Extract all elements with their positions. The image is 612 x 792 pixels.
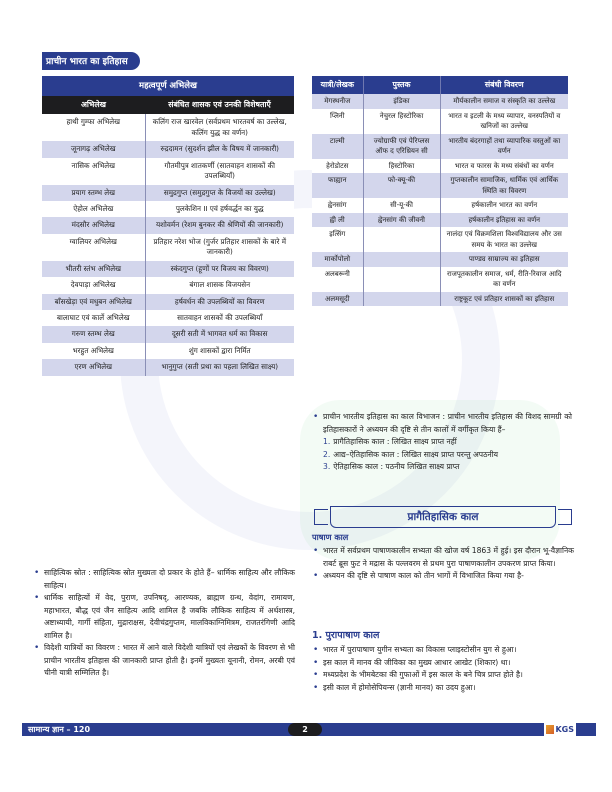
table-row xyxy=(42,359,294,375)
table-row xyxy=(312,173,568,198)
publisher-logo: KGS xyxy=(544,723,576,736)
section-banner xyxy=(314,506,572,528)
column-header: अभिलेख xyxy=(42,96,145,114)
table-cell: मौर्यकालीन समाज व संस्कृति का उल्लेख xyxy=(440,94,568,109)
inscriptions-table xyxy=(42,76,294,376)
table-row xyxy=(312,292,568,307)
table-cell: एरण अभिलेख xyxy=(42,359,145,375)
table-cell: सी-यू-की xyxy=(363,198,440,213)
table-cell: इंडिका xyxy=(363,94,440,109)
table-cell: प्रयाग स्तम्भ लेख xyxy=(42,185,145,201)
table-row xyxy=(312,159,568,174)
literary-sources-list xyxy=(33,567,295,680)
section-tab: प्राचीन भारत का इतिहास xyxy=(42,52,140,70)
banner-ornament-icon xyxy=(314,509,328,525)
table-cell: भारत व फारस के मध्य संबंधों का वर्णन xyxy=(440,159,568,174)
table-row xyxy=(42,114,294,141)
table-cell: नेचुरल हिस्टोरिका xyxy=(363,109,440,134)
list-item: • प्राचीन भारतीय इतिहास का काल विभाजन : प्राचीन भारतीय इतिहास की विशद सामग्री को इतिहासकारों ने अध्ययन की दृष्टि से तीन कालों में वर्गीकृत किया हैं– xyxy=(312,411,572,436)
table-row xyxy=(42,234,294,261)
table-cell: हिस्टोरिका xyxy=(363,159,440,174)
period-item: 3. ऐतिहासिक काल : पठनीय लिखित साक्ष्य प्राप्त xyxy=(323,462,460,472)
table-row xyxy=(312,109,568,134)
list-item: • इस काल में मानव की जीविका का मुख्य आधार आखेट (शिकार) था। xyxy=(312,657,574,670)
table-cell: प्रतिहार नरेश भोज (गुर्जर प्रतिहार शासकों के बारे में जानकारी) xyxy=(145,234,294,261)
table-row xyxy=(42,326,294,342)
table-cell: कलिंग राज खारवेल (सर्वप्रथम भारतवर्ष का उल्लेख, कलिंग युद्ध का वर्णन) xyxy=(145,114,294,141)
table-row xyxy=(312,252,568,267)
table-cell: रुद्रदामन (सुदर्शन झील के विषय में जानकारी) xyxy=(145,141,294,157)
table-cell: शुंग शासकों द्वारा निर्मित xyxy=(145,343,294,359)
table-cell: ह्वेनसांग xyxy=(312,198,363,213)
footer-book-label: सामान्य ज्ञान – 120 xyxy=(28,725,91,734)
travellers-table xyxy=(312,76,568,306)
table-cell: हेरोडोटस xyxy=(312,159,363,174)
table-cell: गौतमीपुत्र शातकर्णी (सातवाहन शासकों की उपलब्धियाँ) xyxy=(145,158,294,185)
stone-age-list xyxy=(312,545,574,583)
table-cell: हाथी गुम्फा अभिलेख xyxy=(42,114,145,141)
table-cell: ज्योग्राफी एवं पेरिप्लस ऑफ द एरिथ्रियन सी xyxy=(363,134,440,159)
table-cell: पुलकेशिन II एवं हर्षवर्द्धन का युद्ध xyxy=(145,201,294,217)
list-item: • मध्यप्रदेश के भीमबेटका की गुफाओं में इस काल के बने चित्र प्राप्त होते है। xyxy=(312,669,574,682)
table-row xyxy=(312,94,568,109)
table-cell: ग्वालियर अभिलेख xyxy=(42,234,145,261)
table-cell: बाँसखेड़ा एवं मधुबन अभिलेख xyxy=(42,294,145,310)
stone-age-heading: पाषाण काल xyxy=(312,532,349,542)
table-cell: समुद्रगुप्त (समुद्रगुप्त के विजयों का उल्लेख) xyxy=(145,185,294,201)
table-cell: गरुण स्तम्भ लेख xyxy=(42,326,145,342)
table-row xyxy=(42,158,294,185)
table-cell: ऐहोल अभिलेख xyxy=(42,201,145,217)
list-item: • अध्ययन की दृष्टि से पाषाण काल को तीन भागों में विभाजित किया गया है- xyxy=(312,570,574,583)
table-cell: जूनागढ़ अभिलेख xyxy=(42,141,145,157)
table-row xyxy=(312,198,568,213)
table-cell: गुप्तकालीन सामाजिक, धार्मिक एवं आर्थिक स्थिति का विवरण xyxy=(440,173,568,198)
table-cell: हर्षवर्धन की उपलब्धियों का विवरण xyxy=(145,294,294,310)
list-item: • भारत में पुरापाषाण युगीन सभ्यता का विकास प्लाइस्टोसीन युग से हुआ। xyxy=(312,644,574,657)
table-cell: मार्कोपोलो xyxy=(312,252,363,267)
table-row xyxy=(42,217,294,233)
table-row xyxy=(42,201,294,217)
column-header: संबंधी विवरण xyxy=(440,76,568,94)
table-row xyxy=(312,134,568,159)
list-item: • भारत में सर्वप्रथम पाषाणकालीन सभ्यता की खोज वर्ष 1863 में हुई। इस दौरान भू-वैज्ञानिक राबर्ट ब्रूस फुट ने मद्रास के पल्लवरम से प्रथम पुरा पाषाणकालीन उपकरण प्राप्त किया। xyxy=(312,545,574,570)
column-header: यात्री/लेखक xyxy=(312,76,363,94)
table-cell: अलबरूनी xyxy=(312,267,363,292)
table-cell: पाण्ड्य साम्राज्य का इतिहास xyxy=(440,252,568,267)
table-cell: भानुगुप्त (सती प्रथा का पहला लिखित साक्ष्य) xyxy=(145,359,294,375)
period-item: 2. आद्य–ऐतिहासिक काल : लिखित साक्ष्य प्राप्त परन्तु अपठनीय xyxy=(323,449,499,459)
period-item: 1. प्रागैतिहासिक काल : लिखित साक्ष्य प्राप्त नहीं xyxy=(323,437,457,447)
table-cell: फाह्यान xyxy=(312,173,363,198)
table-row xyxy=(42,343,294,359)
banner-ornament-icon xyxy=(558,509,572,525)
table-row xyxy=(42,185,294,201)
table-cell: भारत व इटली के मध्य व्यापार, वनस्पतियों व खनिजों का उल्लेख xyxy=(440,109,568,134)
table-row xyxy=(42,277,294,293)
table-cell xyxy=(363,252,440,267)
table-row xyxy=(42,294,294,310)
table-cell: भरहुत अभिलेख xyxy=(42,343,145,359)
table-cell: मेगस्थनीज xyxy=(312,94,363,109)
table-cell: राजपूतकालीन समाज, धर्म, रीति-रिवाज आदि का वर्णन xyxy=(440,267,568,292)
list-item: • इसी काल में होमोसेपियन्स (ज्ञानी मानव) का उदय हुआ। xyxy=(312,682,574,695)
banner-title: प्रागैतिहासिक काल xyxy=(407,511,479,523)
table-cell: देवपाड़ा अभिलेख xyxy=(42,277,145,293)
table-row xyxy=(312,213,568,228)
table-cell xyxy=(363,292,440,307)
table-cell: भीतरी स्तंभ अभिलेख xyxy=(42,261,145,277)
list-item: • धार्मिक साहित्यों में वेद, पुराण, उपनिषद्, आरण्यक, ब्राह्मण ग्रन्थ, वेदांग, रामायण, महाभारत, बौद्ध एवं जैन साहित्य आदि शामिल है जबकि लौकिक साहित्य में अर्थशास्त्र, अष्टाध्यायी, गार्गी संहिता, मुद्राराक्षस, देवीचंद्रगुप्तम, मालविकाग्निमित्रम, राजतरंगिणी आदि शामिल है। xyxy=(33,592,295,642)
table-cell xyxy=(363,227,440,252)
logo-mark-icon xyxy=(546,725,554,734)
table-cell: दूसरी सती में भागवत धर्म का विकास xyxy=(145,326,294,342)
table-cell: राष्ट्रकूट एवं प्रतिहार शासकों का इतिहास xyxy=(440,292,568,307)
paleolithic-heading: 1. पुरापाषाण काल xyxy=(312,630,380,641)
list-item: • साहित्यिक स्रोत : साहित्यिक स्रोत मुख्यतः दो प्रकार के होते हैं– धार्मिक साहित्य और लौकिक साहित्य। xyxy=(33,567,295,592)
table-row xyxy=(312,267,568,292)
table-cell: ह्वी ली xyxy=(312,213,363,228)
table-cell: अलमसूदी xyxy=(312,292,363,307)
table-cell: हर्षकालीन भारत का वर्णन xyxy=(440,198,568,213)
table-cell: भारतीय बंदरगाहों तथा व्यापारिक वस्तुओं का वर्णन xyxy=(440,134,568,159)
table-row xyxy=(312,227,568,252)
column-header: संबंधित शासक एवं उनकी विशेषताएँ xyxy=(145,96,294,114)
page-footer xyxy=(22,723,596,736)
table-cell: मंदसौर अभिलेख xyxy=(42,217,145,233)
table-cell: यशोवर्मन (रेशम बुनकर की श्रेणियों की जानकारी) xyxy=(145,217,294,233)
table-cell: फो-क्यू-की xyxy=(363,173,440,198)
period-division-section xyxy=(312,411,572,474)
column-header: पुस्तक xyxy=(363,76,440,94)
paleolithic-list xyxy=(312,644,574,694)
table-cell: ह्वेनसांग की जीवनी xyxy=(363,213,440,228)
table-cell xyxy=(363,267,440,292)
table-cell: नासिक अभिलेख xyxy=(42,158,145,185)
period-list xyxy=(323,436,572,474)
page-number: 2 xyxy=(288,723,322,736)
table-row xyxy=(42,141,294,157)
table-cell: स्कंदगुप्त (हूणों पर विजय का विवरण) xyxy=(145,261,294,277)
table-cell: इत्सिंग xyxy=(312,227,363,252)
table-row xyxy=(42,310,294,326)
table-cell: नालंदा एवं विक्रमशिला विश्वविद्यालय और उस समय के भारत का उल्लेख xyxy=(440,227,568,252)
inscriptions-table-caption: महत्वपूर्ण अभिलेख xyxy=(42,76,294,96)
list-item: • विदेशी यात्रियों का विवरण : भारत में आने वाले विदेशी यात्रियों एवं लेखकों के विवरण से भी प्राचीन भारतीय इतिहास की जानकारी प्राप्त होती है। इनमें मुख्यतः यूनानी, रोमन, अरबी एवं चीनी यात्री सम्मिलित है। xyxy=(33,642,295,680)
table-row xyxy=(42,261,294,277)
table-cell: बालाघाट एवं कार्ले अभिलेख xyxy=(42,310,145,326)
table-cell: सातवाहन शासकों की उपलब्धियाँ xyxy=(145,310,294,326)
table-cell: टाल्मी xyxy=(312,134,363,159)
table-cell: प्लिनी xyxy=(312,109,363,134)
table-cell: हर्षकालीन इतिहास का वर्णन xyxy=(440,213,568,228)
table-cell: बंगाल शासक विजयसेन xyxy=(145,277,294,293)
